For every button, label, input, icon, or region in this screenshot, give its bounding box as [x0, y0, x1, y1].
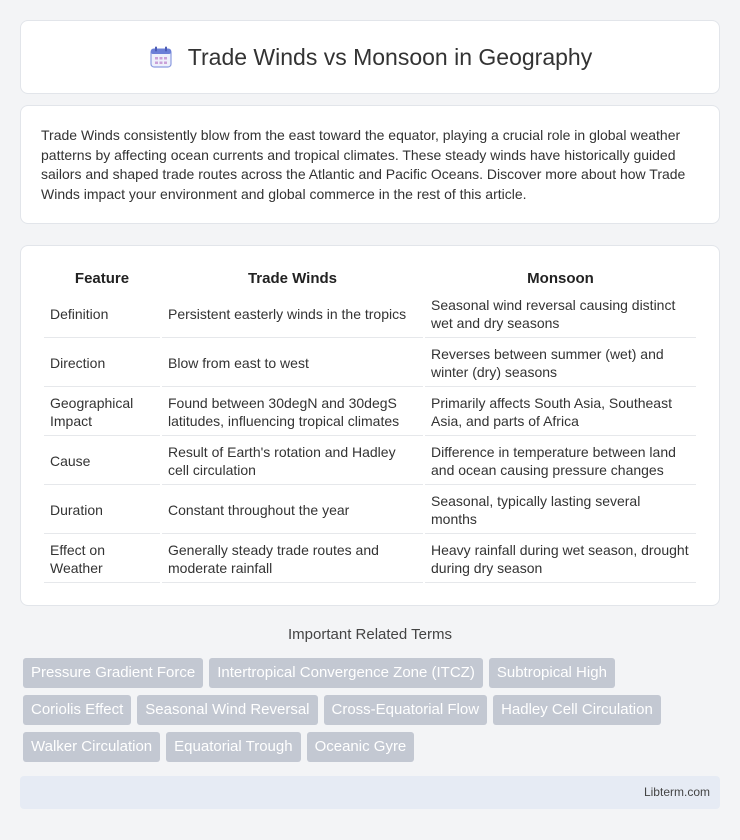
cell-trade-winds: Persistent easterly winds in the tropics [162, 291, 423, 338]
cell-feature: Effect on Weather [44, 536, 160, 583]
cell-trade-winds: Result of Earth's rotation and Hadley cell circulation [162, 438, 423, 485]
comparison-table-card [20, 245, 720, 606]
term-tag[interactable]: Pressure Gradient Force [23, 658, 203, 688]
header-monsoon: Monsoon [527, 270, 594, 287]
term-tag[interactable]: Equatorial Trough [166, 732, 300, 762]
cell-monsoon: Seasonal wind reversal causing distinct wet and dry seasons [425, 291, 696, 338]
header-feature: Feature [74, 270, 130, 287]
cell-feature: Definition [44, 291, 160, 338]
intro-text: Trade Winds consistently blow from the east toward the equator, playing a crucial role in global weather patterns by affecting ocean currents and tropical climates. These steady winds have historically guided sailors and shaped trade routes across the Atlantic and Pacific Oceans. Discover more about how Trade Winds impact your environment and global commerce in the rest of this article. [41, 127, 686, 202]
table-row [44, 438, 696, 485]
term-tag[interactable]: Subtropical High [489, 658, 615, 688]
cell-feature: Cause [44, 438, 160, 485]
footer-site-link[interactable]: Libterm.com [643, 785, 710, 799]
cell-feature: Duration [44, 487, 160, 534]
term-tag[interactable]: Intertropical Convergence Zone (ITCZ) [209, 658, 483, 688]
cell-monsoon: Reverses between summer (wet) and winter (dry) seasons [425, 340, 696, 387]
term-tag[interactable]: Hadley Cell Circulation [493, 695, 661, 725]
calendar-icon [148, 44, 174, 70]
cell-monsoon: Seasonal, typically lasting several months [425, 487, 696, 534]
term-tag[interactable]: Walker Circulation [23, 732, 160, 762]
table-row [44, 340, 696, 387]
table-row [44, 536, 696, 583]
cell-feature: Direction [44, 340, 160, 387]
cell-trade-winds: Blow from east to west [162, 340, 423, 387]
comparison-table [42, 262, 698, 585]
related-terms-title: Important Related Terms [288, 626, 452, 643]
term-tag[interactable]: Seasonal Wind Reversal [137, 695, 317, 725]
cell-monsoon: Primarily affects South Asia, Southeast Asia, and parts of Africa [425, 389, 696, 436]
cell-trade-winds: Generally steady trade routes and moderate rainfall [162, 536, 423, 583]
cell-trade-winds: Found between 30degN and 30degS latitudes, influencing tropical climates [162, 389, 423, 436]
header-trade-winds: Trade Winds [247, 270, 338, 287]
term-tag[interactable]: Coriolis Effect [23, 695, 131, 725]
page-title: Trade Winds vs Monsoon in Geography [187, 43, 593, 70]
table-row [44, 389, 696, 436]
cell-trade-winds: Constant throughout the year [162, 487, 423, 534]
intro-card [20, 105, 720, 224]
term-tag[interactable]: Cross-Equatorial Flow [324, 695, 488, 725]
header-card [20, 20, 720, 94]
cell-feature: Geographical Impact [44, 389, 160, 436]
footer [20, 776, 720, 809]
table-header-row [44, 264, 696, 289]
cell-monsoon: Difference in temperature between land and ocean causing pressure changes [425, 438, 696, 485]
term-tag[interactable]: Oceanic Gyre [307, 732, 415, 762]
table-row [44, 487, 696, 534]
related-terms-list [23, 658, 723, 762]
cell-monsoon: Heavy rainfall during wet season, drought during dry season [425, 536, 696, 583]
table-row [44, 291, 696, 338]
